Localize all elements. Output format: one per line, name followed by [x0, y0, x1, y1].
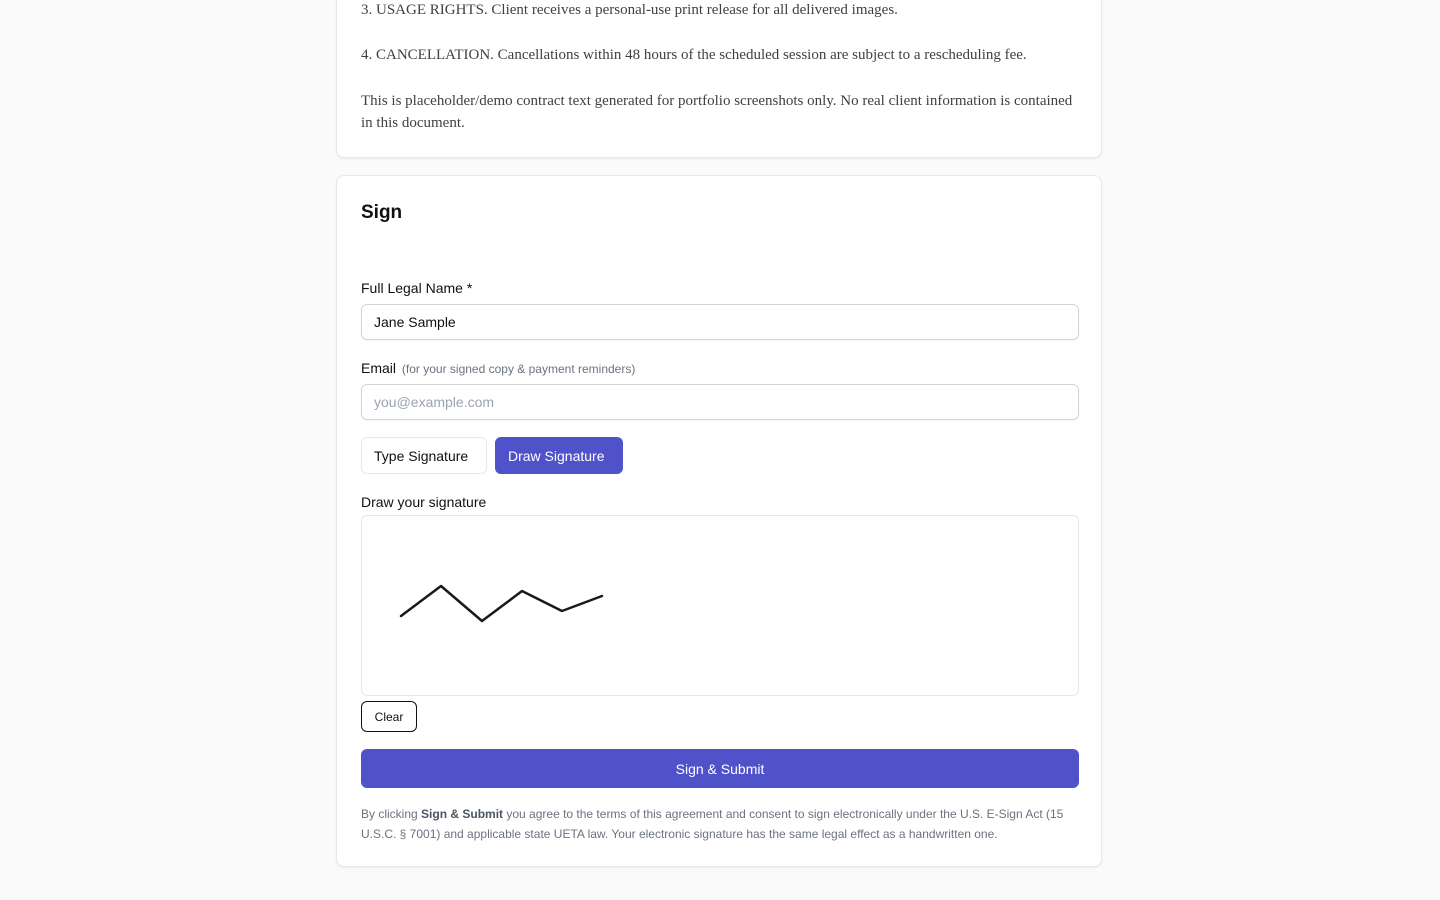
email-label-row	[361, 360, 635, 376]
legal-bold-action: Sign & Submit	[421, 807, 504, 821]
sign-card	[336, 175, 1102, 867]
legal-consent-text	[361, 804, 1081, 844]
signature-canvas[interactable]	[361, 515, 1079, 696]
clear-signature-button[interactable]: Clear	[361, 701, 417, 732]
email-label: Email	[361, 360, 397, 376]
contract-disclaimer: This is placeholder/demo contract text generated for portfolio screenshots only. No real client information is contained in this document.	[361, 93, 1073, 131]
email-hint: (for your signed copy & payment reminders)	[401, 362, 636, 376]
full-legal-name-label: Full Legal Name *	[361, 280, 473, 296]
signature-stroke	[362, 516, 1078, 695]
sign-and-submit-button[interactable]: Sign & Submit	[361, 749, 1079, 788]
draw-signature-label: Draw your signature	[361, 494, 487, 510]
contract-clause-usage-rights: 3. USAGE RIGHTS. Client receives a personal-use print release for all delivered images.	[361, 2, 898, 18]
contract-card	[336, 0, 1102, 158]
draw-signature-tab[interactable]: Draw Signature	[495, 437, 623, 474]
contract-clause-cancellation: 4. CANCELLATION. Cancellations within 48 hours of the scheduled session are subject to a rescheduling fee.	[361, 47, 1027, 63]
sign-section-title: Sign	[361, 202, 403, 223]
email-input[interactable]	[361, 384, 1079, 420]
type-signature-tab[interactable]: Type Signature	[361, 437, 487, 474]
legal-prefix: By clicking	[361, 807, 422, 821]
legal-suffix: you agree to the terms of this agreement and consent to sign electronically under the U.S. E-Sign Act (15 U.S.C. § 7001) and applicable state UETA law. Your electronic signature has the same legal effect as a handwritten one.	[361, 807, 1064, 841]
full-legal-name-input[interactable]	[361, 304, 1079, 340]
